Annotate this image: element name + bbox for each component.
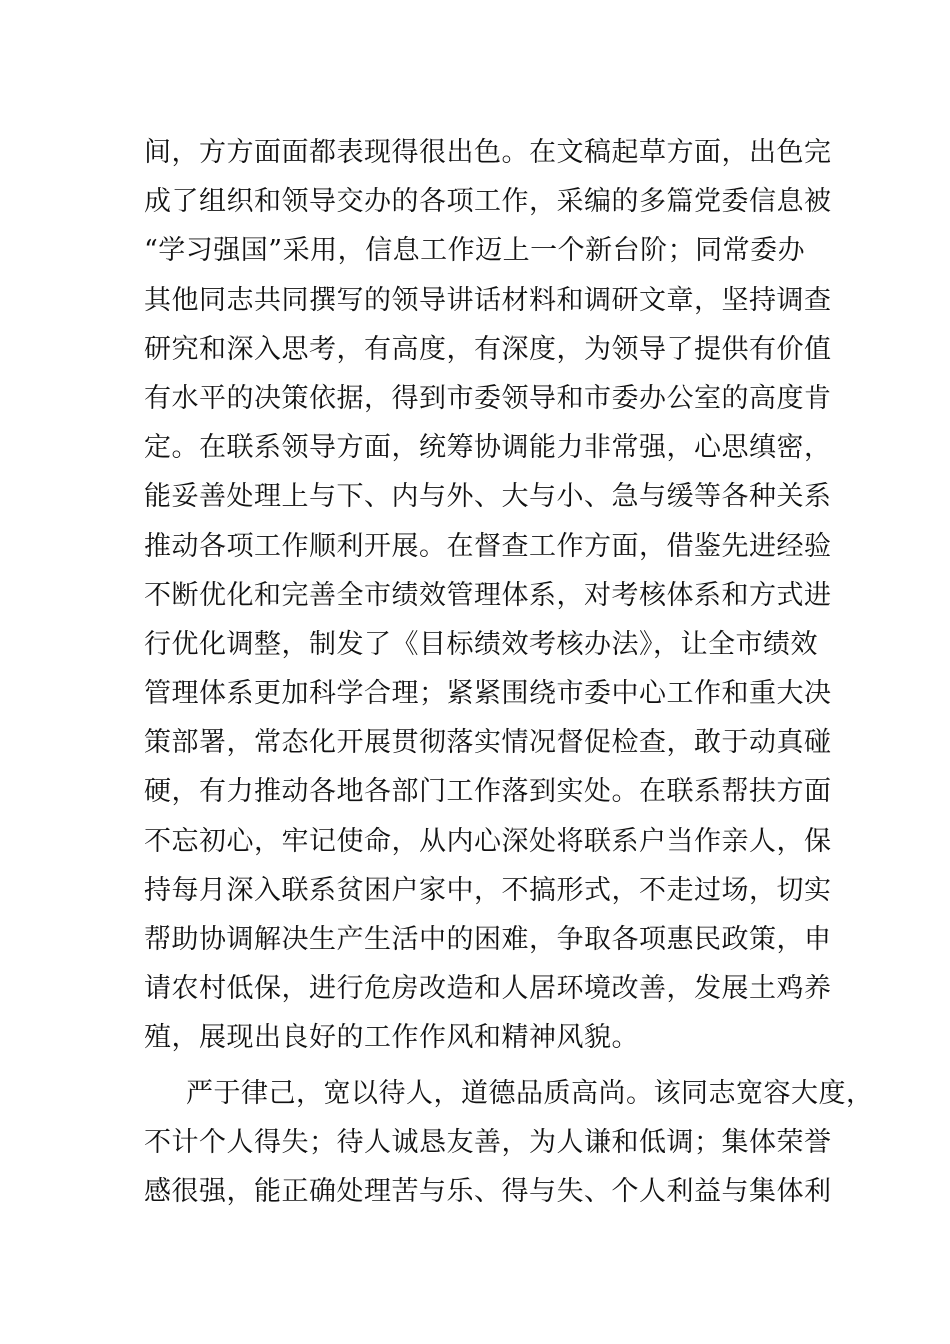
paragraph-line: 其他同志共同撰写的领导讲话材料和调研文章，坚持调查: [144, 284, 832, 316]
paragraph-line: 行优化调整，制发了《目标绩效考核办法》，让全市绩效: [144, 628, 818, 660]
paragraph-line: 硬，有力推动各地各部门工作落到实处。在联系帮扶方面: [144, 776, 832, 808]
paragraph-line: “学习强国”采用，信息工作迈上一个新台阶；同常委办: [144, 235, 806, 267]
paragraph-line: 成了组织和领导交办的各项工作，采编的多篇党委信息被: [144, 186, 832, 218]
paragraph-line: 感很强，能正确处理苦与乐、得与失、个人利益与集体利: [144, 1175, 832, 1207]
paragraph-line: 严于律己，宽以待人，道德品质高尚。该同志宽容大度，: [186, 1077, 874, 1109]
paragraph-2: [144, 1069, 874, 1217]
paragraph-line: 有水平的决策依据，得到市委领导和市委办公室的高度肯: [144, 382, 832, 414]
paragraph-line: 殖，展现出良好的工作作风和精神风貌。: [144, 1022, 639, 1054]
paragraph-line: 不忘初心，牢记使命，从内心深处将联系户当作亲人，保: [144, 825, 832, 857]
paragraph-line: 能妥善处理上与下、内与外、大与小、急与缓等各种关系: [144, 481, 832, 513]
paragraph-line: 请农村低保，进行危房改造和人居环境改善，发展土鸡养: [144, 973, 832, 1005]
paragraph-line: 定。在联系领导方面，统筹协调能力非常强，心思缜密，: [144, 432, 832, 464]
paragraph-line: 策部署，常态化开展贯彻落实情况督促检查，敢于动真碰: [144, 727, 832, 759]
paragraph-line: 持每月深入联系贫困户家中，不搞形式，不走过场，切实: [144, 874, 832, 906]
paragraph-line: 帮助协调解决生产生活中的困难，争取各项惠民政策，申: [144, 924, 832, 955]
paragraph-line: 间，方方面面都表现得很出色。在文稿起草方面，出色完: [144, 137, 832, 168]
paragraph-line: 管理体系更加科学合理；紧紧围绕市委中心工作和重大决: [144, 678, 832, 710]
paragraph-line: 推动各项工作顺利开展。在督查工作方面，借鉴先进经验: [144, 530, 832, 562]
paragraph-line: 不计个人得失；待人诚恳友善，为人谦和低调；集体荣誉: [144, 1126, 832, 1158]
document-body: [144, 128, 874, 1216]
paragraph-1: [144, 128, 844, 1063]
paragraph-line: 不断优化和完善全市绩效管理体系，对考核体系和方式进: [144, 579, 832, 611]
paragraph-line: 研究和深入思考，有高度，有深度，为领导了提供有价值: [144, 333, 832, 365]
